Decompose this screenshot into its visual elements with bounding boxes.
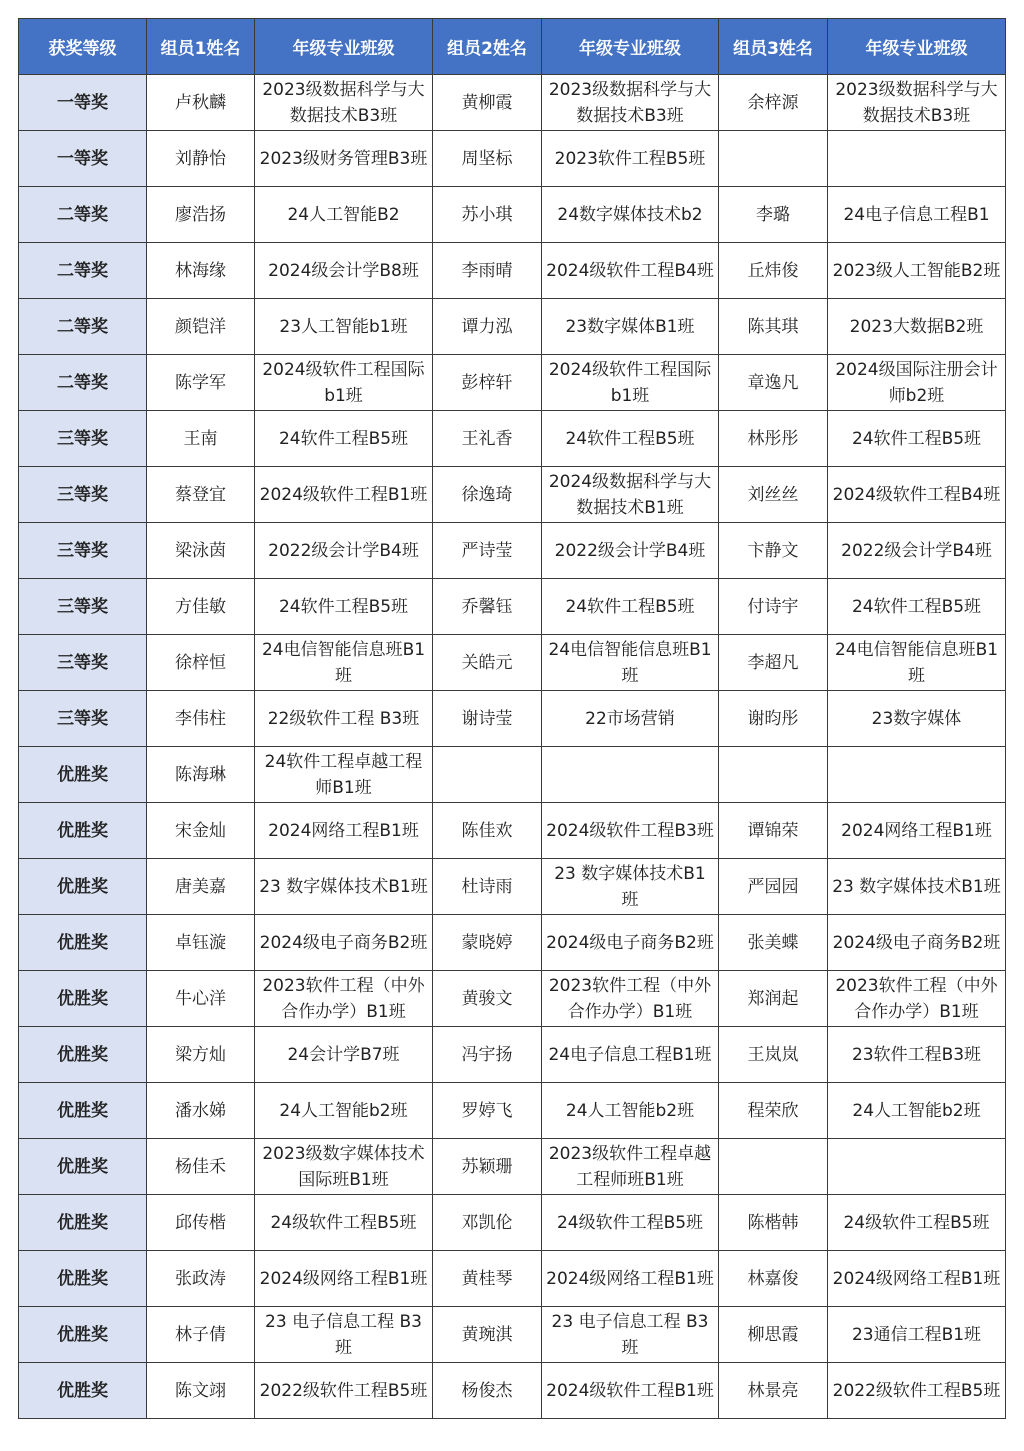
cell-member3-class: 2024级电子商务B2班 [828,915,1006,971]
cell-member3-name: 丘炜俊 [719,243,828,299]
cell-member1-name: 卓钰漩 [147,915,255,971]
cell-member1-class: 24级软件工程B5班 [255,1195,433,1251]
cell-member2-class: 23 数字媒体技术B1班 [542,859,719,915]
table-row [19,1195,1006,1251]
cell-member1-class: 2022级软件工程B5班 [255,1363,433,1419]
cell-member2-class: 2024级软件工程B4班 [542,243,719,299]
table-row [19,1307,1006,1363]
cell-member2-name: 杜诗雨 [433,859,542,915]
cell-member1-name: 林子倩 [147,1307,255,1363]
cell-member1-class: 24会计学B7班 [255,1027,433,1083]
cell-award-level: 一等奖 [19,131,147,187]
cell-member2-class: 2023级软件工程卓越工程师班B1班 [542,1139,719,1195]
cell-member1-class: 24软件工程B5班 [255,579,433,635]
table-header [19,19,1006,75]
cell-member2-class: 2023软件工程（中外合作办学）B1班 [542,971,719,1027]
cell-member2-name: 彭梓轩 [433,355,542,411]
cell-member3-name: 程荣欣 [719,1083,828,1139]
table-row [19,691,1006,747]
cell-member3-class: 23软件工程B3班 [828,1027,1006,1083]
cell-member3-name: 严园园 [719,859,828,915]
cell-member2-name: 谭力泓 [433,299,542,355]
cell-member2-class: 2024级网络工程B1班 [542,1251,719,1307]
cell-award-level: 优胜奖 [19,859,147,915]
table-row [19,75,1006,131]
header-member1-name: 组员1姓名 [147,19,255,75]
cell-member1-class: 2023软件工程（中外合作办学）B1班 [255,971,433,1027]
cell-member3-class: 2024级软件工程B4班 [828,467,1006,523]
table-row [19,131,1006,187]
cell-member1-class: 23 电子信息工程 B3班 [255,1307,433,1363]
cell-award-level: 二等奖 [19,243,147,299]
cell-member1-class: 24软件工程B5班 [255,411,433,467]
table-row [19,1363,1006,1419]
cell-member3-class [828,131,1006,187]
table-row [19,1139,1006,1195]
table-row [19,747,1006,803]
cell-member1-name: 陈学军 [147,355,255,411]
cell-member2-name: 严诗莹 [433,523,542,579]
cell-member2-name: 王礼香 [433,411,542,467]
cell-member1-class: 2023级财务管理B3班 [255,131,433,187]
cell-member3-name: 王岚岚 [719,1027,828,1083]
cell-award-level: 三等奖 [19,411,147,467]
header-row [19,19,1006,75]
cell-member2-name: 黄骏文 [433,971,542,1027]
cell-member3-class: 24电信智能信息班B1班 [828,635,1006,691]
cell-member2-name: 邓凯伦 [433,1195,542,1251]
cell-member2-class: 2023级数据科学与大数据技术B3班 [542,75,719,131]
cell-award-level: 优胜奖 [19,803,147,859]
cell-member2-class: 24人工智能b2班 [542,1083,719,1139]
cell-member3-name: 刘丝丝 [719,467,828,523]
cell-member2-name: 陈佳欢 [433,803,542,859]
cell-member3-class: 23通信工程B1班 [828,1307,1006,1363]
cell-member2-name: 李雨晴 [433,243,542,299]
cell-award-level: 优胜奖 [19,1363,147,1419]
cell-award-level: 三等奖 [19,579,147,635]
table-row [19,579,1006,635]
cell-member2-class: 24级软件工程B5班 [542,1195,719,1251]
cell-member1-class: 2024级软件工程国际b1班 [255,355,433,411]
cell-member1-class: 22级软件工程 B3班 [255,691,433,747]
cell-member2-name: 苏颖珊 [433,1139,542,1195]
cell-member2-class: 2023软件工程B5班 [542,131,719,187]
cell-member1-class: 23人工智能b1班 [255,299,433,355]
cell-member1-name: 方佳敏 [147,579,255,635]
cell-member2-name: 谢诗莹 [433,691,542,747]
cell-award-level: 优胜奖 [19,915,147,971]
header-member3-name: 组员3姓名 [719,19,828,75]
cell-member1-class: 24电信智能信息班B1班 [255,635,433,691]
cell-member3-class: 24软件工程B5班 [828,411,1006,467]
cell-member1-name: 杨佳禾 [147,1139,255,1195]
cell-member2-class: 24软件工程B5班 [542,411,719,467]
cell-member1-name: 宋金灿 [147,803,255,859]
cell-member3-name: 郑润起 [719,971,828,1027]
table-row [19,1083,1006,1139]
cell-member1-class: 2023级数据科学与大数据技术B3班 [255,75,433,131]
cell-award-level: 三等奖 [19,635,147,691]
cell-member1-name: 王南 [147,411,255,467]
table-row [19,915,1006,971]
cell-member3-name: 林景亮 [719,1363,828,1419]
cell-member1-name: 颜铠洋 [147,299,255,355]
cell-member3-name: 李超凡 [719,635,828,691]
cell-member1-class: 23 数字媒体技术B1班 [255,859,433,915]
cell-member2-class: 2024级软件工程B3班 [542,803,719,859]
cell-member3-name: 谢昀彤 [719,691,828,747]
cell-member3-name: 谭锦荣 [719,803,828,859]
header-member2-class: 年级专业班级 [542,19,719,75]
cell-member3-name: 陈楷韩 [719,1195,828,1251]
cell-award-level: 优胜奖 [19,1027,147,1083]
cell-award-level: 优胜奖 [19,971,147,1027]
cell-member1-class: 2024级电子商务B2班 [255,915,433,971]
cell-member2-name: 蒙晓婷 [433,915,542,971]
cell-member3-name: 付诗宇 [719,579,828,635]
cell-member3-class: 2022级会计学B4班 [828,523,1006,579]
cell-member3-class: 24软件工程B5班 [828,579,1006,635]
cell-member2-class: 23数字媒体B1班 [542,299,719,355]
cell-member1-name: 刘静怡 [147,131,255,187]
cell-member2-name: 黄柳霞 [433,75,542,131]
cell-member3-class [828,1139,1006,1195]
cell-member2-name: 乔馨钰 [433,579,542,635]
cell-member3-name: 林嘉俊 [719,1251,828,1307]
cell-member3-class: 24级软件工程B5班 [828,1195,1006,1251]
cell-member3-name [719,131,828,187]
cell-member2-class: 2024级数据科学与大数据技术B1班 [542,467,719,523]
cell-award-level: 三等奖 [19,691,147,747]
cell-member2-class: 24数字媒体技术b2 [542,187,719,243]
table-body [19,75,1006,1419]
header-member1-class: 年级专业班级 [255,19,433,75]
cell-member2-class: 2024级软件工程国际b1班 [542,355,719,411]
cell-award-level: 二等奖 [19,299,147,355]
cell-member2-class: 24电子信息工程B1班 [542,1027,719,1083]
cell-member3-class: 2023级人工智能B2班 [828,243,1006,299]
cell-member3-class: 23 数字媒体技术B1班 [828,859,1006,915]
cell-member2-name: 周坚标 [433,131,542,187]
cell-award-level: 优胜奖 [19,1307,147,1363]
table-row [19,243,1006,299]
cell-member1-name: 卢秋麟 [147,75,255,131]
cell-award-level: 二等奖 [19,187,147,243]
award-table [18,18,1006,1419]
table-row [19,411,1006,467]
cell-member2-class: 2024级电子商务B2班 [542,915,719,971]
cell-member1-name: 李伟柱 [147,691,255,747]
cell-member1-class: 24人工智能B2 [255,187,433,243]
cell-member3-name [719,1139,828,1195]
cell-member2-name: 黄桂琴 [433,1251,542,1307]
table-row [19,803,1006,859]
cell-member2-class: 23 电子信息工程 B3班 [542,1307,719,1363]
table-row [19,635,1006,691]
cell-award-level: 一等奖 [19,75,147,131]
cell-member1-name: 梁泳茵 [147,523,255,579]
cell-member3-class: 24人工智能b2班 [828,1083,1006,1139]
cell-member1-name: 邱传楷 [147,1195,255,1251]
cell-member1-name: 陈海琳 [147,747,255,803]
cell-member3-class [828,747,1006,803]
cell-member3-class: 2022级软件工程B5班 [828,1363,1006,1419]
cell-member2-name: 苏小琪 [433,187,542,243]
cell-award-level: 优胜奖 [19,1139,147,1195]
cell-member2-class: 2024级软件工程B1班 [542,1363,719,1419]
cell-member3-name: 柳思霞 [719,1307,828,1363]
cell-member1-name: 蔡登宜 [147,467,255,523]
cell-member1-class: 2024级网络工程B1班 [255,1251,433,1307]
cell-member1-name: 林海缘 [147,243,255,299]
cell-member2-class: 2022级会计学B4班 [542,523,719,579]
cell-member3-name: 余梓源 [719,75,828,131]
cell-member2-class: 24电信智能信息班B1班 [542,635,719,691]
header-member2-name: 组员2姓名 [433,19,542,75]
header-award-level: 获奖等级 [19,19,147,75]
cell-member1-class: 2023级数字媒体技术国际班B1班 [255,1139,433,1195]
table-row [19,355,1006,411]
table-row [19,1027,1006,1083]
cell-member1-name: 牛心洋 [147,971,255,1027]
table-row [19,187,1006,243]
cell-member1-class: 2024网络工程B1班 [255,803,433,859]
cell-member3-name: 李璐 [719,187,828,243]
cell-member3-class: 2023大数据B2班 [828,299,1006,355]
cell-member2-class: 24软件工程B5班 [542,579,719,635]
cell-member1-name: 徐梓恒 [147,635,255,691]
table-row [19,1251,1006,1307]
cell-member3-name: 张美蝶 [719,915,828,971]
cell-member2-name: 冯宇扬 [433,1027,542,1083]
cell-member1-class: 2024级软件工程B1班 [255,467,433,523]
cell-member3-name: 卞静文 [719,523,828,579]
cell-member3-name [719,747,828,803]
cell-member2-name: 罗婷飞 [433,1083,542,1139]
cell-award-level: 优胜奖 [19,1195,147,1251]
cell-member3-class: 2024网络工程B1班 [828,803,1006,859]
cell-member1-name: 陈文翊 [147,1363,255,1419]
cell-member1-name: 廖浩扬 [147,187,255,243]
cell-member3-class: 2023软件工程（中外合作办学）B1班 [828,971,1006,1027]
cell-member3-class: 2024级网络工程B1班 [828,1251,1006,1307]
cell-member1-name: 潘水娣 [147,1083,255,1139]
cell-member1-name: 张政涛 [147,1251,255,1307]
cell-award-level: 三等奖 [19,467,147,523]
cell-member1-class: 24人工智能b2班 [255,1083,433,1139]
cell-member3-name: 林彤彤 [719,411,828,467]
table-row [19,467,1006,523]
cell-member3-class: 23数字媒体 [828,691,1006,747]
cell-member1-name: 梁方灿 [147,1027,255,1083]
cell-member2-name: 徐逸琦 [433,467,542,523]
award-sheet [18,18,1005,1419]
header-member3-class: 年级专业班级 [828,19,1006,75]
cell-member2-name: 杨俊杰 [433,1363,542,1419]
cell-member1-class: 2022级会计学B4班 [255,523,433,579]
cell-award-level: 优胜奖 [19,1251,147,1307]
table-row [19,523,1006,579]
table-row [19,299,1006,355]
cell-member2-class: 22市场营销 [542,691,719,747]
cell-member1-class: 24软件工程卓越工程师B1班 [255,747,433,803]
table-row [19,971,1006,1027]
cell-award-level: 二等奖 [19,355,147,411]
cell-member1-class: 2024级会计学B8班 [255,243,433,299]
cell-member3-name: 章逸凡 [719,355,828,411]
cell-member1-name: 唐美嘉 [147,859,255,915]
cell-member2-name: 黄琬淇 [433,1307,542,1363]
cell-member3-class: 2024级国际注册会计师b2班 [828,355,1006,411]
cell-award-level: 三等奖 [19,523,147,579]
cell-member2-name: 关皓元 [433,635,542,691]
cell-member2-class [542,747,719,803]
cell-member3-name: 陈其琪 [719,299,828,355]
cell-member3-class: 24电子信息工程B1 [828,187,1006,243]
cell-member2-name [433,747,542,803]
cell-award-level: 优胜奖 [19,747,147,803]
cell-member3-class: 2023级数据科学与大数据技术B3班 [828,75,1006,131]
cell-award-level: 优胜奖 [19,1083,147,1139]
table-row [19,859,1006,915]
